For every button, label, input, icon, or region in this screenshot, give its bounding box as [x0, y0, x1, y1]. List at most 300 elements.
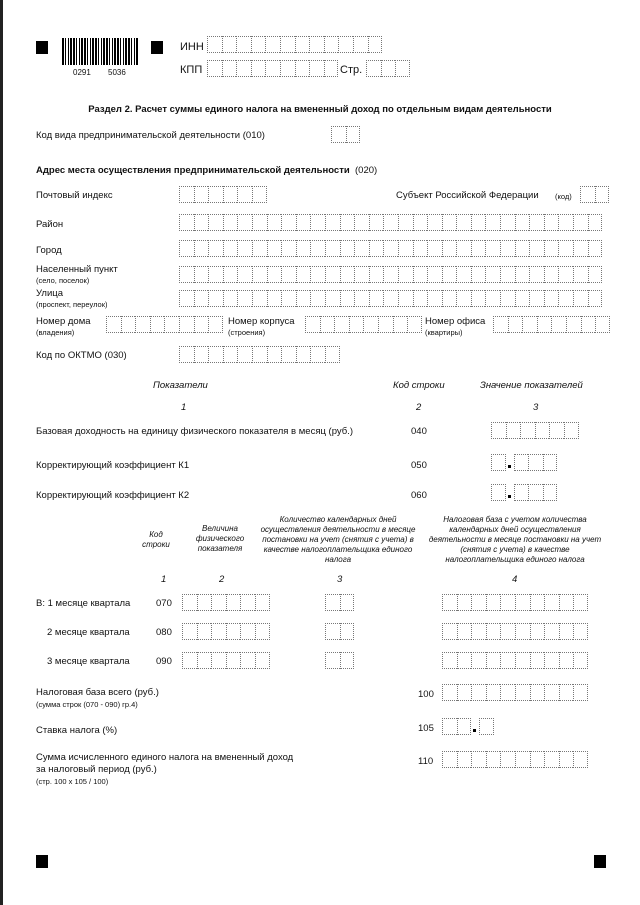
- char-cell[interactable]: [500, 623, 515, 640]
- street-field[interactable]: [179, 290, 602, 307]
- month-3-tax-base-field[interactable]: [442, 652, 588, 669]
- char-cell[interactable]: [471, 623, 486, 640]
- char-cell[interactable]: [485, 214, 500, 231]
- char-cell[interactable]: [530, 684, 545, 701]
- inn-field[interactable]: [207, 36, 382, 53]
- char-cell[interactable]: [564, 422, 579, 439]
- char-cell[interactable]: [346, 126, 361, 143]
- char-cell[interactable]: [194, 266, 209, 283]
- house-field[interactable]: [106, 316, 223, 333]
- char-cell[interactable]: [486, 623, 501, 640]
- char-cell[interactable]: [106, 316, 121, 333]
- char-cell[interactable]: [485, 290, 500, 307]
- base-income-field[interactable]: [491, 422, 579, 439]
- char-cell[interactable]: [530, 623, 545, 640]
- char-cell[interactable]: [354, 266, 369, 283]
- month-3-days-field[interactable]: [325, 652, 354, 669]
- char-cell[interactable]: [251, 60, 266, 77]
- char-cell[interactable]: [222, 60, 237, 77]
- char-cell[interactable]: [310, 290, 325, 307]
- char-cell[interactable]: [340, 594, 355, 611]
- char-cell[interactable]: [226, 652, 241, 669]
- char-cell[interactable]: [281, 214, 296, 231]
- char-cell[interactable]: [325, 623, 340, 640]
- char-cell[interactable]: [544, 652, 559, 669]
- char-cell[interactable]: [368, 36, 383, 53]
- char-cell[interactable]: [179, 290, 194, 307]
- char-cell[interactable]: [573, 214, 588, 231]
- char-cell[interactable]: [255, 623, 270, 640]
- char-cell[interactable]: [265, 36, 280, 53]
- char-cell[interactable]: [369, 240, 384, 257]
- char-cell[interactable]: [573, 652, 588, 669]
- char-cell[interactable]: [442, 290, 457, 307]
- char-cell[interactable]: [500, 594, 515, 611]
- char-cell[interactable]: [237, 240, 252, 257]
- char-cell[interactable]: [573, 594, 588, 611]
- month-3-physical-field[interactable]: [182, 652, 270, 669]
- char-cell[interactable]: [296, 214, 311, 231]
- char-cell[interactable]: [226, 623, 241, 640]
- char-cell[interactable]: [530, 594, 545, 611]
- char-cell[interactable]: [383, 290, 398, 307]
- char-cell[interactable]: [471, 290, 486, 307]
- char-cell[interactable]: [456, 290, 471, 307]
- char-cell[interactable]: [340, 652, 355, 669]
- char-cell[interactable]: [255, 594, 270, 611]
- postal-index-field[interactable]: [179, 186, 267, 203]
- char-cell[interactable]: [194, 316, 209, 333]
- char-cell[interactable]: [398, 214, 413, 231]
- char-cell[interactable]: [340, 623, 355, 640]
- char-cell[interactable]: [544, 684, 559, 701]
- char-cell[interactable]: [595, 186, 610, 203]
- char-cell[interactable]: [508, 316, 523, 333]
- char-cell[interactable]: [381, 60, 396, 77]
- char-cell[interactable]: [581, 316, 596, 333]
- char-cell[interactable]: [529, 214, 544, 231]
- char-cell[interactable]: [471, 751, 486, 768]
- char-cell[interactable]: [500, 652, 515, 669]
- char-cell[interactable]: [528, 454, 543, 471]
- char-cell[interactable]: [179, 266, 194, 283]
- char-cell[interactable]: [338, 36, 353, 53]
- char-cell[interactable]: [179, 316, 194, 333]
- char-cell[interactable]: [240, 652, 255, 669]
- char-cell[interactable]: [182, 623, 197, 640]
- char-cell[interactable]: [310, 214, 325, 231]
- char-cell[interactable]: [150, 316, 165, 333]
- char-cell[interactable]: [395, 60, 410, 77]
- char-cell[interactable]: [442, 623, 457, 640]
- char-cell[interactable]: [255, 652, 270, 669]
- char-cell[interactable]: [383, 214, 398, 231]
- char-cell[interactable]: [544, 751, 559, 768]
- char-cell[interactable]: [222, 36, 237, 53]
- char-cell[interactable]: [325, 214, 340, 231]
- char-cell[interactable]: [573, 266, 588, 283]
- char-cell[interactable]: [471, 266, 486, 283]
- char-cell[interactable]: [281, 240, 296, 257]
- char-cell[interactable]: [296, 290, 311, 307]
- char-cell[interactable]: [566, 316, 581, 333]
- char-cell[interactable]: [320, 316, 335, 333]
- k2-integer-cells[interactable]: [491, 484, 506, 501]
- k2-field[interactable]: [491, 484, 557, 501]
- char-cell[interactable]: [573, 751, 588, 768]
- char-cell[interactable]: [528, 484, 543, 501]
- char-cell[interactable]: [252, 346, 267, 363]
- char-cell[interactable]: [353, 36, 368, 53]
- char-cell[interactable]: [354, 240, 369, 257]
- char-cell[interactable]: [135, 316, 150, 333]
- char-cell[interactable]: [281, 266, 296, 283]
- char-cell[interactable]: [413, 214, 428, 231]
- char-cell[interactable]: [529, 266, 544, 283]
- char-cell[interactable]: [427, 214, 442, 231]
- char-cell[interactable]: [442, 240, 457, 257]
- char-cell[interactable]: [559, 751, 574, 768]
- char-cell[interactable]: [471, 594, 486, 611]
- char-cell[interactable]: [588, 266, 603, 283]
- char-cell[interactable]: [237, 186, 252, 203]
- char-cell[interactable]: [543, 454, 558, 471]
- page-field[interactable]: [366, 60, 410, 77]
- char-cell[interactable]: [486, 684, 501, 701]
- char-cell[interactable]: [442, 652, 457, 669]
- char-cell[interactable]: [530, 751, 545, 768]
- char-cell[interactable]: [549, 422, 564, 439]
- char-cell[interactable]: [595, 316, 610, 333]
- char-cell[interactable]: [325, 594, 340, 611]
- char-cell[interactable]: [236, 36, 251, 53]
- char-cell[interactable]: [182, 594, 197, 611]
- char-cell[interactable]: [398, 266, 413, 283]
- char-cell[interactable]: [500, 290, 515, 307]
- char-cell[interactable]: [442, 684, 457, 701]
- char-cell[interactable]: [486, 751, 501, 768]
- district-field[interactable]: [179, 214, 602, 231]
- char-cell[interactable]: [515, 594, 530, 611]
- char-cell[interactable]: [207, 60, 222, 77]
- char-cell[interactable]: [544, 240, 559, 257]
- char-cell[interactable]: [485, 240, 500, 257]
- char-cell[interactable]: [558, 240, 573, 257]
- char-cell[interactable]: [325, 266, 340, 283]
- char-cell[interactable]: [486, 652, 501, 669]
- char-cell[interactable]: [369, 214, 384, 231]
- char-cell[interactable]: [457, 684, 472, 701]
- char-cell[interactable]: [252, 240, 267, 257]
- char-cell[interactable]: [281, 346, 296, 363]
- char-cell[interactable]: [456, 214, 471, 231]
- char-cell[interactable]: [121, 316, 136, 333]
- char-cell[interactable]: [407, 316, 422, 333]
- char-cell[interactable]: [393, 316, 408, 333]
- k1-field[interactable]: [491, 454, 557, 471]
- char-cell[interactable]: [354, 290, 369, 307]
- char-cell[interactable]: [363, 316, 378, 333]
- char-cell[interactable]: [208, 214, 223, 231]
- char-cell[interactable]: [267, 266, 282, 283]
- char-cell[interactable]: [580, 186, 595, 203]
- char-cell[interactable]: [252, 214, 267, 231]
- char-cell[interactable]: [506, 422, 521, 439]
- char-cell[interactable]: [366, 60, 381, 77]
- char-cell[interactable]: [559, 652, 574, 669]
- char-cell[interactable]: [310, 240, 325, 257]
- char-cell[interactable]: [514, 454, 529, 471]
- char-cell[interactable]: [252, 290, 267, 307]
- char-cell[interactable]: [500, 214, 515, 231]
- subject-code-field[interactable]: [580, 186, 609, 203]
- char-cell[interactable]: [305, 316, 320, 333]
- char-cell[interactable]: [515, 652, 530, 669]
- char-cell[interactable]: [515, 751, 530, 768]
- char-cell[interactable]: [354, 214, 369, 231]
- oktmo-field[interactable]: [179, 346, 340, 363]
- char-cell[interactable]: [237, 290, 252, 307]
- char-cell[interactable]: [457, 594, 472, 611]
- char-cell[interactable]: [500, 751, 515, 768]
- char-cell[interactable]: [413, 240, 428, 257]
- char-cell[interactable]: [223, 214, 238, 231]
- char-cell[interactable]: [471, 240, 486, 257]
- char-cell[interactable]: [236, 60, 251, 77]
- kpp-field[interactable]: [207, 60, 338, 77]
- char-cell[interactable]: [325, 240, 340, 257]
- char-cell[interactable]: [537, 316, 552, 333]
- char-cell[interactable]: [559, 594, 574, 611]
- char-cell[interactable]: [471, 684, 486, 701]
- char-cell[interactable]: [500, 684, 515, 701]
- char-cell[interactable]: [194, 346, 209, 363]
- char-cell[interactable]: [340, 214, 355, 231]
- char-cell[interactable]: [457, 751, 472, 768]
- char-cell[interactable]: [208, 346, 223, 363]
- char-cell[interactable]: [349, 316, 364, 333]
- char-cell[interactable]: [334, 316, 349, 333]
- char-cell[interactable]: [427, 266, 442, 283]
- char-cell[interactable]: [442, 718, 457, 735]
- char-cell[interactable]: [179, 346, 194, 363]
- city-field[interactable]: [179, 240, 602, 257]
- locality-field[interactable]: [179, 266, 602, 283]
- char-cell[interactable]: [442, 266, 457, 283]
- char-cell[interactable]: [296, 346, 311, 363]
- char-cell[interactable]: [325, 290, 340, 307]
- month-2-physical-field[interactable]: [182, 623, 270, 640]
- char-cell[interactable]: [544, 623, 559, 640]
- building-field[interactable]: [305, 316, 422, 333]
- char-cell[interactable]: [442, 751, 457, 768]
- char-cell[interactable]: [237, 266, 252, 283]
- char-cell[interactable]: [520, 422, 535, 439]
- char-cell[interactable]: [491, 454, 506, 471]
- char-cell[interactable]: [179, 186, 194, 203]
- char-cell[interactable]: [573, 684, 588, 701]
- char-cell[interactable]: [551, 316, 566, 333]
- char-cell[interactable]: [197, 594, 212, 611]
- char-cell[interactable]: [485, 266, 500, 283]
- char-cell[interactable]: [324, 36, 339, 53]
- char-cell[interactable]: [179, 214, 194, 231]
- char-cell[interactable]: [296, 266, 311, 283]
- char-cell[interactable]: [491, 484, 506, 501]
- char-cell[interactable]: [281, 290, 296, 307]
- activity-code-field[interactable]: [331, 126, 360, 143]
- char-cell[interactable]: [544, 266, 559, 283]
- char-cell[interactable]: [280, 36, 295, 53]
- char-cell[interactable]: [325, 652, 340, 669]
- char-cell[interactable]: [194, 214, 209, 231]
- char-cell[interactable]: [226, 594, 241, 611]
- char-cell[interactable]: [310, 266, 325, 283]
- char-cell[interactable]: [340, 290, 355, 307]
- char-cell[interactable]: [223, 266, 238, 283]
- char-cell[interactable]: [500, 266, 515, 283]
- tax-base-total-field[interactable]: [442, 684, 588, 701]
- char-cell[interactable]: [223, 346, 238, 363]
- char-cell[interactable]: [558, 214, 573, 231]
- char-cell[interactable]: [383, 240, 398, 257]
- month-1-days-field[interactable]: [325, 594, 354, 611]
- char-cell[interactable]: [267, 240, 282, 257]
- month-1-tax-base-field[interactable]: [442, 594, 588, 611]
- char-cell[interactable]: [573, 623, 588, 640]
- k1-fraction-cells[interactable]: [514, 454, 558, 471]
- char-cell[interactable]: [529, 240, 544, 257]
- month-2-days-field[interactable]: [325, 623, 354, 640]
- char-cell[interactable]: [265, 60, 280, 77]
- char-cell[interactable]: [588, 290, 603, 307]
- char-cell[interactable]: [515, 214, 530, 231]
- char-cell[interactable]: [207, 36, 222, 53]
- char-cell[interactable]: [588, 240, 603, 257]
- char-cell[interactable]: [309, 60, 324, 77]
- char-cell[interactable]: [340, 240, 355, 257]
- char-cell[interactable]: [486, 594, 501, 611]
- char-cell[interactable]: [413, 266, 428, 283]
- char-cell[interactable]: [456, 266, 471, 283]
- char-cell[interactable]: [194, 240, 209, 257]
- char-cell[interactable]: [252, 186, 267, 203]
- char-cell[interactable]: [223, 186, 238, 203]
- char-cell[interactable]: [522, 316, 537, 333]
- char-cell[interactable]: [324, 60, 339, 77]
- char-cell[interactable]: [457, 652, 472, 669]
- char-cell[interactable]: [223, 290, 238, 307]
- office-field[interactable]: [493, 316, 610, 333]
- char-cell[interactable]: [456, 240, 471, 257]
- char-cell[interactable]: [530, 652, 545, 669]
- char-cell[interactable]: [267, 214, 282, 231]
- char-cell[interactable]: [211, 652, 226, 669]
- char-cell[interactable]: [515, 290, 530, 307]
- char-cell[interactable]: [427, 290, 442, 307]
- char-cell[interactable]: [558, 266, 573, 283]
- char-cell[interactable]: [398, 290, 413, 307]
- k1-integer-cells[interactable]: [491, 454, 506, 471]
- char-cell[interactable]: [398, 240, 413, 257]
- char-cell[interactable]: [442, 214, 457, 231]
- char-cell[interactable]: [515, 266, 530, 283]
- char-cell[interactable]: [240, 623, 255, 640]
- month-2-tax-base-field[interactable]: [442, 623, 588, 640]
- char-cell[interactable]: [559, 623, 574, 640]
- char-cell[interactable]: [240, 594, 255, 611]
- char-cell[interactable]: [491, 422, 506, 439]
- char-cell[interactable]: [544, 214, 559, 231]
- char-cell[interactable]: [208, 266, 223, 283]
- char-cell[interactable]: [378, 316, 393, 333]
- char-cell[interactable]: [194, 290, 209, 307]
- char-cell[interactable]: [182, 652, 197, 669]
- char-cell[interactable]: [479, 718, 494, 735]
- char-cell[interactable]: [493, 316, 508, 333]
- tax-rate-field[interactable]: [442, 718, 494, 735]
- char-cell[interactable]: [413, 290, 428, 307]
- char-cell[interactable]: [310, 346, 325, 363]
- char-cell[interactable]: [325, 346, 340, 363]
- char-cell[interactable]: [573, 290, 588, 307]
- char-cell[interactable]: [331, 126, 346, 143]
- tax-rate-integer-cells[interactable]: [442, 718, 471, 735]
- char-cell[interactable]: [544, 594, 559, 611]
- char-cell[interactable]: [296, 240, 311, 257]
- char-cell[interactable]: [197, 652, 212, 669]
- char-cell[interactable]: [543, 484, 558, 501]
- char-cell[interactable]: [267, 290, 282, 307]
- char-cell[interactable]: [514, 484, 529, 501]
- char-cell[interactable]: [573, 240, 588, 257]
- char-cell[interactable]: [515, 240, 530, 257]
- k2-fraction-cells[interactable]: [514, 484, 558, 501]
- char-cell[interactable]: [211, 594, 226, 611]
- char-cell[interactable]: [457, 623, 472, 640]
- char-cell[interactable]: [369, 266, 384, 283]
- char-cell[interactable]: [369, 290, 384, 307]
- char-cell[interactable]: [223, 240, 238, 257]
- char-cell[interactable]: [427, 240, 442, 257]
- char-cell[interactable]: [208, 290, 223, 307]
- char-cell[interactable]: [211, 623, 226, 640]
- char-cell[interactable]: [208, 186, 223, 203]
- char-cell[interactable]: [471, 214, 486, 231]
- char-cell[interactable]: [535, 422, 550, 439]
- char-cell[interactable]: [457, 718, 472, 735]
- char-cell[interactable]: [500, 240, 515, 257]
- char-cell[interactable]: [295, 36, 310, 53]
- char-cell[interactable]: [252, 266, 267, 283]
- char-cell[interactable]: [544, 290, 559, 307]
- char-cell[interactable]: [280, 60, 295, 77]
- char-cell[interactable]: [237, 214, 252, 231]
- char-cell[interactable]: [340, 266, 355, 283]
- char-cell[interactable]: [559, 684, 574, 701]
- char-cell[interactable]: [197, 623, 212, 640]
- char-cell[interactable]: [515, 684, 530, 701]
- month-1-physical-field[interactable]: [182, 594, 270, 611]
- tax-sum-field[interactable]: [442, 751, 588, 768]
- tax-rate-fraction-cells[interactable]: [479, 718, 494, 735]
- char-cell[interactable]: [194, 186, 209, 203]
- char-cell[interactable]: [267, 346, 282, 363]
- char-cell[interactable]: [164, 316, 179, 333]
- char-cell[interactable]: [309, 36, 324, 53]
- char-cell[interactable]: [295, 60, 310, 77]
- char-cell[interactable]: [383, 266, 398, 283]
